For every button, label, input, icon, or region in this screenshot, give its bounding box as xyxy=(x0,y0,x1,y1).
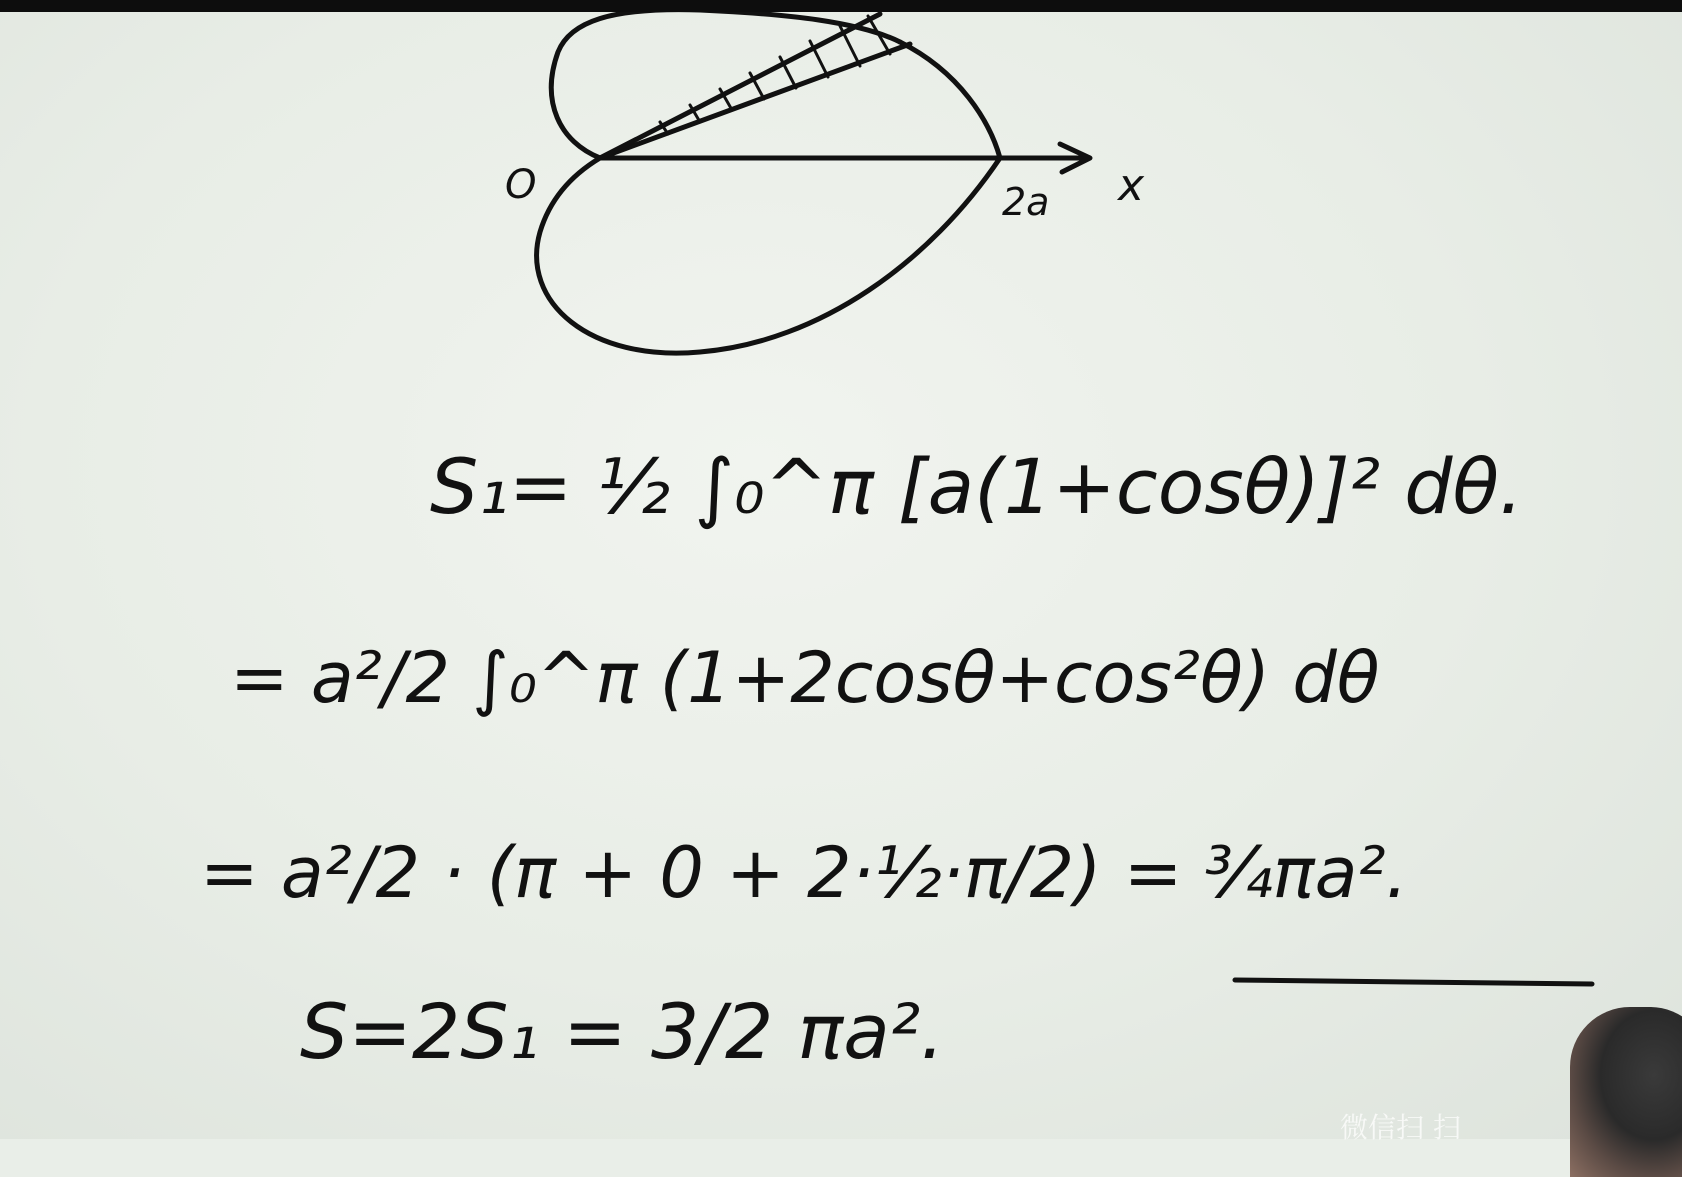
top-black-bar xyxy=(0,0,1682,12)
equation-line-3: = a²/2 · (π + 0 + 2·½·π/2) = ¾πa². xyxy=(200,832,1408,914)
equation-line-4: S=2S₁ = 3/2 πa². xyxy=(300,987,945,1076)
whiteboard xyxy=(0,12,1682,1144)
result-underline xyxy=(0,12,1682,1139)
presenter-head xyxy=(1570,1007,1682,1177)
watermark-text: 微信扫 扫 xyxy=(1340,1111,1461,1144)
intercept-label: 2a xyxy=(1002,180,1050,224)
equation-line-2: = a²/2 ∫₀^π (1+2cosθ+cos²θ) dθ xyxy=(230,637,1380,719)
equation-line-1: S₁= ½ ∫₀^π [a(1+cosθ)]² dθ. xyxy=(430,442,1524,531)
x-axis-label: x xyxy=(1118,160,1145,211)
origin-label: O xyxy=(505,162,537,208)
